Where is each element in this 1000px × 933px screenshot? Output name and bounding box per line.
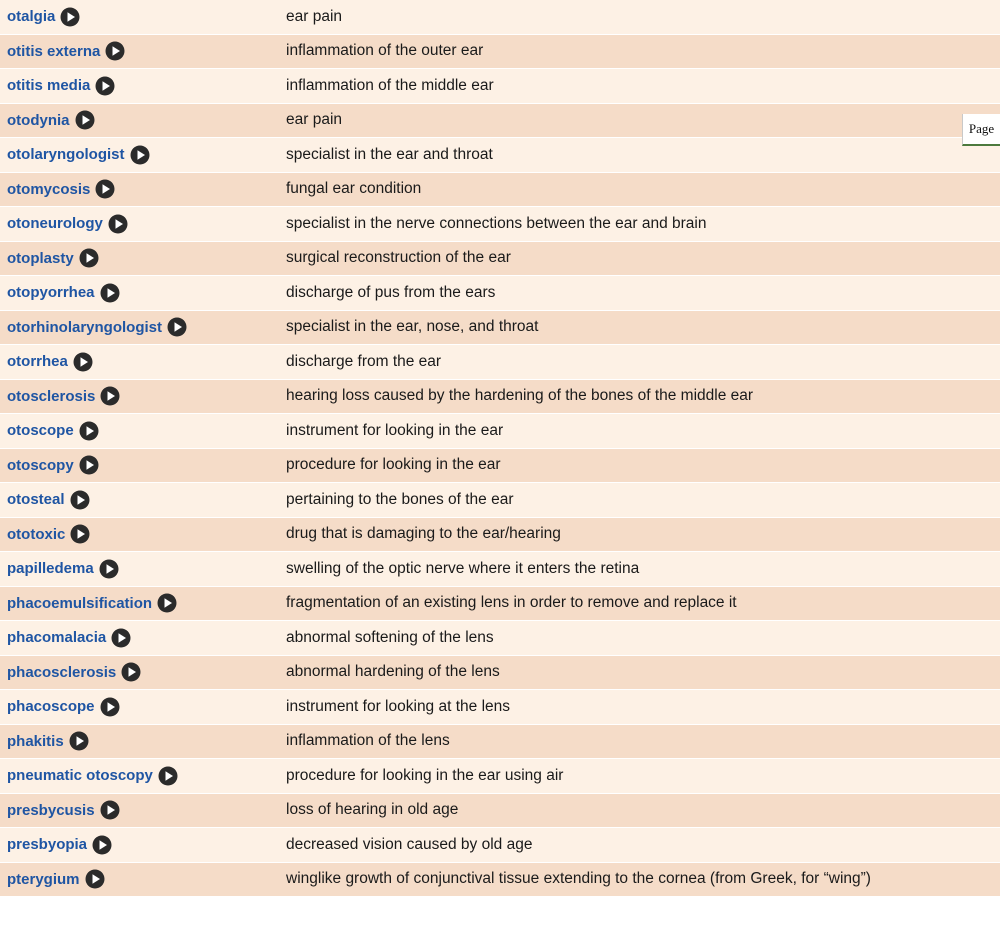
- glossary-row: [0, 345, 1000, 380]
- play-audio-icon[interactable]: [130, 145, 150, 165]
- term-link[interactable]: pterygium: [7, 870, 80, 888]
- term-cell: [0, 386, 286, 406]
- glossary-row: [0, 725, 1000, 760]
- play-audio-icon[interactable]: [60, 7, 80, 27]
- definition-text: decreased vision caused by old age: [286, 835, 533, 853]
- definition-text: instrument for looking at the lens: [286, 697, 511, 715]
- term-link[interactable]: phakitis: [7, 732, 64, 750]
- term-cell: [0, 662, 286, 682]
- definition-text: hearing loss caused by the hardening of the bones of the middle ear: [286, 387, 754, 405]
- term-link[interactable]: otodynia: [7, 111, 70, 129]
- glossary-row: [0, 863, 1000, 898]
- term-cell: [0, 179, 286, 199]
- term-cell: [0, 731, 286, 751]
- play-audio-icon[interactable]: [100, 283, 120, 303]
- glossary-row: [0, 0, 1000, 35]
- term-cell: [0, 317, 286, 337]
- term-cell: [0, 455, 286, 475]
- term-cell: [0, 869, 286, 889]
- definition-text: abnormal softening of the lens: [286, 628, 494, 646]
- glossary-row: [0, 104, 1000, 139]
- term-link[interactable]: otomycosis: [7, 180, 91, 198]
- term-link[interactable]: otitis externa: [7, 42, 101, 60]
- term-link[interactable]: otoplasty: [7, 249, 74, 267]
- term-link[interactable]: otalgia: [7, 8, 56, 26]
- term-link[interactable]: otoscope: [7, 422, 74, 440]
- term-cell: [0, 593, 286, 613]
- play-audio-icon[interactable]: [70, 490, 90, 510]
- play-audio-icon[interactable]: [167, 317, 187, 337]
- play-audio-icon[interactable]: [99, 559, 119, 579]
- term-cell: [0, 283, 286, 303]
- glossary-row: [0, 276, 1000, 311]
- glossary-row: [0, 552, 1000, 587]
- term-cell: [0, 214, 286, 234]
- term-cell: [0, 697, 286, 717]
- definition-text: pertaining to the bones of the ear: [286, 490, 514, 508]
- term-link[interactable]: pneumatic otoscopy: [7, 767, 153, 785]
- definition-text: fungal ear condition: [286, 180, 422, 198]
- play-audio-icon[interactable]: [100, 800, 120, 820]
- definition-text: specialist in the ear and throat: [286, 145, 493, 163]
- definition-text: specialist in the nerve connections between the ear and brain: [286, 214, 707, 232]
- glossary-row: [0, 69, 1000, 104]
- term-link[interactable]: otoneurology: [7, 215, 103, 233]
- term-cell: [0, 248, 286, 268]
- glossary-row: [0, 794, 1000, 829]
- term-cell: [0, 766, 286, 786]
- play-audio-icon[interactable]: [100, 386, 120, 406]
- term-cell: [0, 524, 286, 544]
- term-link[interactable]: phacoemulsification: [7, 594, 153, 612]
- definition-text: ear pain: [286, 111, 343, 129]
- definition-text: swelling of the optic nerve where it enters the retina: [286, 559, 640, 577]
- glossary-row: [0, 414, 1000, 449]
- term-link[interactable]: phacosclerosis: [7, 663, 117, 681]
- term-link[interactable]: presbyopia: [7, 836, 88, 854]
- play-audio-icon[interactable]: [75, 110, 95, 130]
- glossary-row: [0, 242, 1000, 277]
- glossary-row: [0, 311, 1000, 346]
- play-audio-icon[interactable]: [108, 214, 128, 234]
- term-cell: [0, 76, 286, 96]
- glossary-row: [0, 621, 1000, 656]
- glossary-row: [0, 483, 1000, 518]
- term-cell: [0, 352, 286, 372]
- play-audio-icon[interactable]: [157, 593, 177, 613]
- term-link[interactable]: phacomalacia: [7, 629, 107, 647]
- play-audio-icon[interactable]: [85, 869, 105, 889]
- glossary-row: [0, 518, 1000, 553]
- term-link[interactable]: otosteal: [7, 491, 65, 509]
- play-audio-icon[interactable]: [111, 628, 131, 648]
- term-cell: [0, 490, 286, 510]
- term-link[interactable]: otopyorrhea: [7, 284, 95, 302]
- glossary-row: [0, 449, 1000, 484]
- term-link[interactable]: phacoscope: [7, 698, 95, 716]
- term-cell: [0, 628, 286, 648]
- term-cell: [0, 421, 286, 441]
- definition-text: procedure for looking in the ear using air: [286, 766, 564, 784]
- glossary-row: [0, 690, 1000, 725]
- glossary-row: [0, 656, 1000, 691]
- glossary-row: [0, 207, 1000, 242]
- definition-text: inflammation of the outer ear: [286, 42, 484, 60]
- term-cell: [0, 800, 286, 820]
- glossary-row: [0, 173, 1000, 208]
- glossary-row: [0, 759, 1000, 794]
- play-audio-icon[interactable]: [100, 697, 120, 717]
- play-audio-icon[interactable]: [95, 76, 115, 96]
- play-audio-icon[interactable]: [79, 455, 99, 475]
- term-link[interactable]: presbycusis: [7, 801, 95, 819]
- glossary-row: [0, 828, 1000, 863]
- term-link[interactable]: otoscopy: [7, 456, 74, 474]
- definition-text: inflammation of the middle ear: [286, 76, 494, 94]
- play-audio-icon[interactable]: [73, 352, 93, 372]
- term-link[interactable]: papilledema: [7, 560, 94, 578]
- play-audio-icon[interactable]: [105, 41, 125, 61]
- play-audio-icon[interactable]: [92, 835, 112, 855]
- term-cell: [0, 7, 286, 27]
- term-cell: [0, 41, 286, 61]
- term-link[interactable]: otitis media: [7, 77, 91, 95]
- play-audio-icon[interactable]: [69, 731, 89, 751]
- play-audio-icon[interactable]: [79, 421, 99, 441]
- play-audio-icon[interactable]: [79, 248, 99, 268]
- term-cell: [0, 835, 286, 855]
- definition-text: fragmentation of an existing lens in order to remove and replace it: [286, 594, 737, 612]
- definition-text: specialist in the ear, nose, and throat: [286, 318, 539, 336]
- glossary-row: [0, 587, 1000, 622]
- glossary-row: [0, 380, 1000, 415]
- definition-text: loss of hearing in old age: [286, 801, 459, 819]
- definition-text: instrument for looking in the ear: [286, 421, 504, 439]
- term-cell: [0, 559, 286, 579]
- definition-text: drug that is damaging to the ear/hearing: [286, 525, 561, 543]
- page-tab[interactable]: Page: [962, 114, 1000, 146]
- definition-text: abnormal hardening of the lens: [286, 663, 500, 681]
- term-cell: [0, 110, 286, 130]
- term-link[interactable]: otolaryngologist: [7, 146, 125, 164]
- glossary-row: [0, 35, 1000, 70]
- term-link[interactable]: otorrhea: [7, 353, 68, 371]
- definition-text: ear pain: [286, 7, 343, 25]
- definition-text: surgical reconstruction of the ear: [286, 249, 511, 267]
- glossary-row: [0, 138, 1000, 173]
- definition-text: discharge from the ear: [286, 352, 442, 370]
- definition-text: inflammation of the lens: [286, 732, 450, 750]
- term-link[interactable]: ototoxic: [7, 525, 66, 543]
- play-audio-icon[interactable]: [95, 179, 115, 199]
- definition-text: procedure for looking in the ear: [286, 456, 501, 474]
- term-link[interactable]: otosclerosis: [7, 387, 96, 405]
- play-audio-icon[interactable]: [158, 766, 178, 786]
- term-link[interactable]: otorhinolaryngologist: [7, 318, 162, 336]
- definition-text: discharge of pus from the ears: [286, 283, 496, 301]
- play-audio-icon[interactable]: [70, 524, 90, 544]
- play-audio-icon[interactable]: [121, 662, 141, 682]
- term-cell: [0, 145, 286, 165]
- definition-text: winglike growth of conjunctival tissue extending to the cornea (from Greek, for “wing”): [286, 870, 871, 888]
